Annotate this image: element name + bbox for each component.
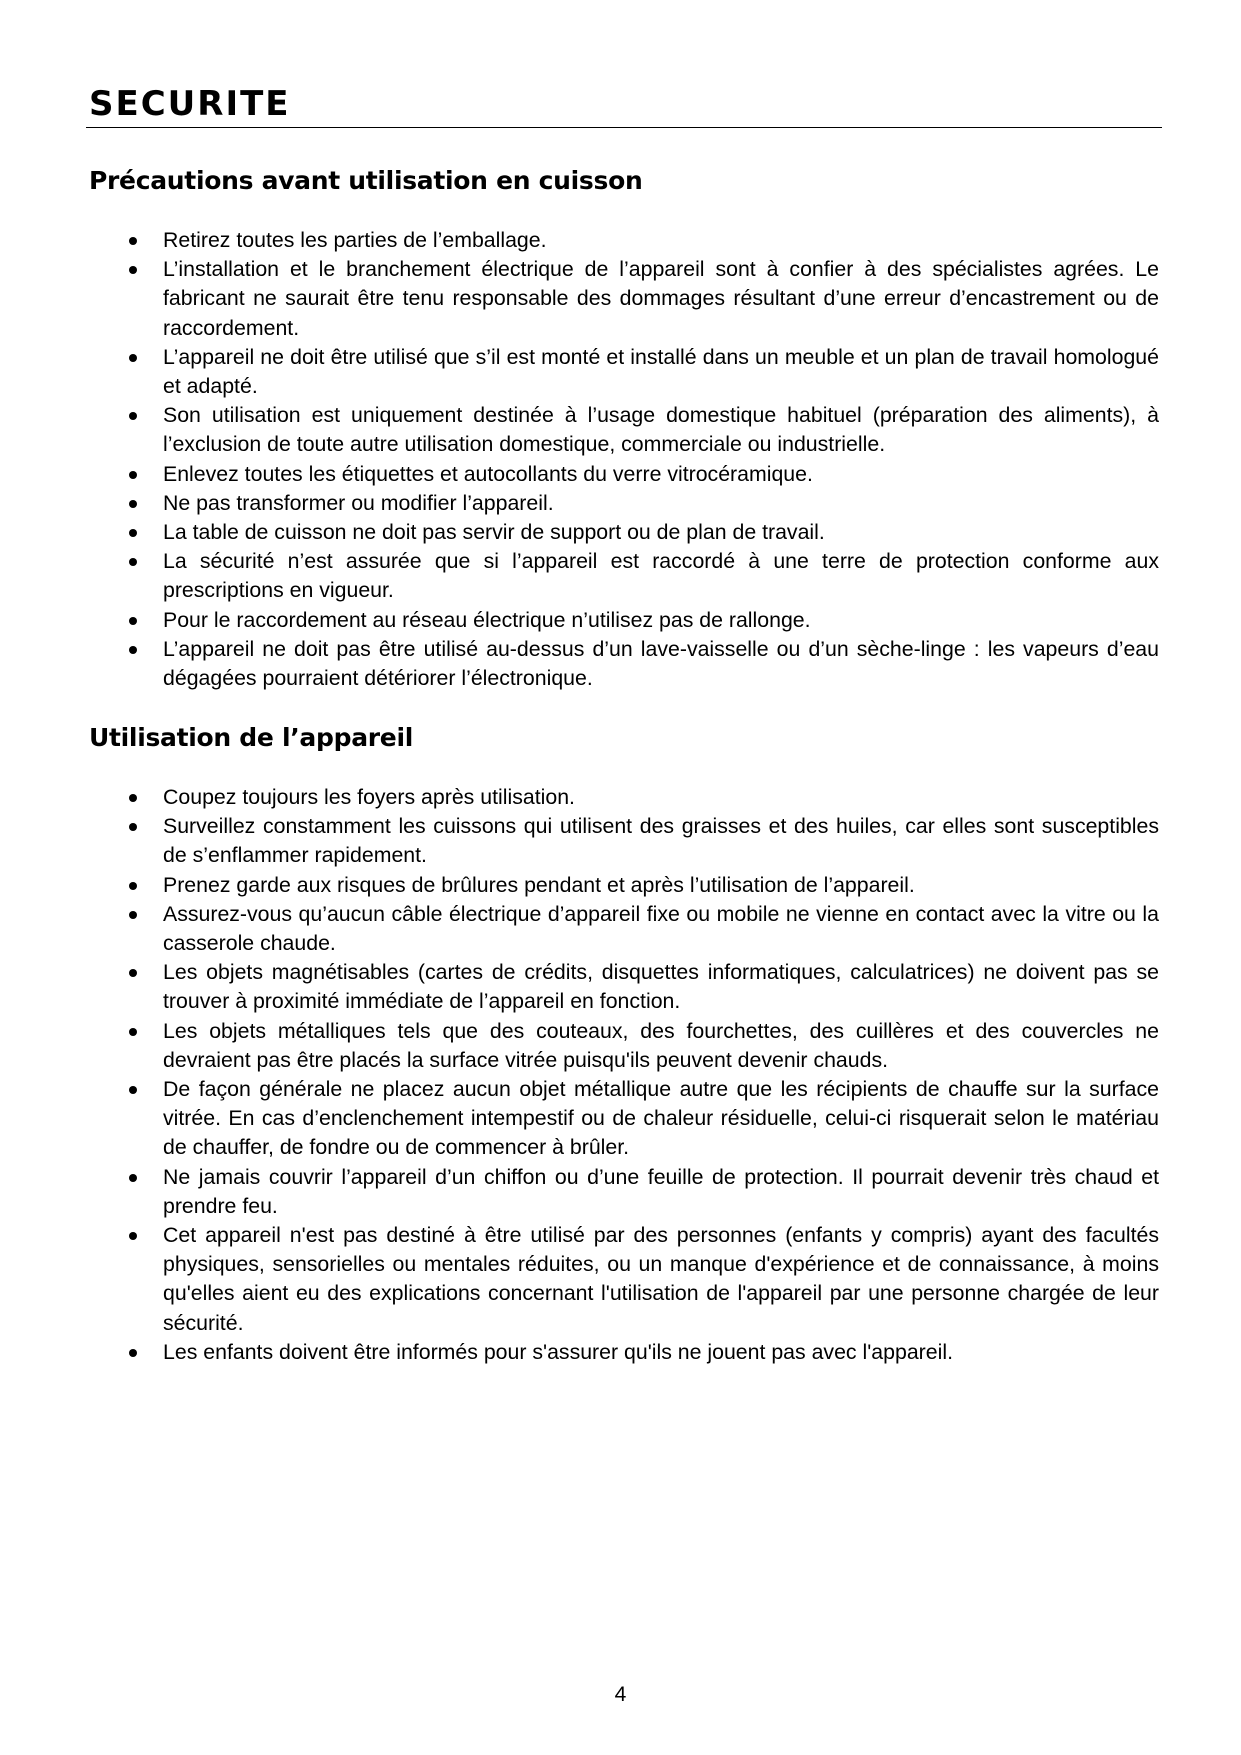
list-item [121, 401, 1159, 459]
bullet-icon [129, 412, 137, 420]
list-item [121, 635, 1159, 693]
list-item-text: Pour le raccordement au réseau électrique n’utilisez pas de rallonge. [163, 607, 811, 632]
list-item-text: Les objets magnétisables (cartes de crédits, disquettes informatiques, calculatrices) ne doivent pas se trouver à proximité immédiate de l’appareil en fonction. [163, 960, 1159, 1014]
list-item [121, 255, 1159, 343]
list-item [121, 871, 1159, 900]
list-item [121, 958, 1159, 1016]
list-item [121, 547, 1159, 605]
bullet-icon [129, 529, 137, 537]
page-number: 4 [614, 1683, 627, 1706]
list-item-text: Son utilisation est uniquement destinée à l’usage domestique habituel (préparation des aliments), à l’exclusion de toute autre utilisation domestique, commerciale ou industrielle. [163, 403, 1159, 457]
precautions-list [121, 226, 1159, 693]
bullet-icon [129, 558, 137, 566]
list-item-text: De façon générale ne placez aucun objet métallique autre que les récipients de chauffe sur la surface vitrée. En cas d’enclenchement intempestif ou de chaleur résiduelle, celui-ci risquerait selon le matériau de chauffer, de fondre ou de commencer à brûler. [163, 1077, 1159, 1160]
list-item [121, 900, 1159, 958]
list-item [121, 1075, 1159, 1163]
list-item-text: Prenez garde aux risques de brûlures pendant et après l’utilisation de l’appareil. [163, 872, 915, 897]
list-item-text: Retirez toutes les parties de l’emballage. [163, 228, 547, 252]
list-item-text: Surveillez constamment les cuissons qui utilisent des graisses et des huiles, car elles sont susceptibles de s’enflammer rapidement. [163, 814, 1159, 868]
list-item [121, 226, 1159, 255]
list-item [121, 1221, 1159, 1338]
list-item [121, 1163, 1159, 1221]
list-item-text: La sécurité n’est assurée que si l’appareil est raccordé à une terre de protection conforme aux prescriptions en vigueur. [163, 549, 1159, 603]
list-item [121, 783, 1159, 812]
list-item-text: L’installation et le branchement électrique de l’appareil sont à confier à des spécialistes agrées. Le fabricant ne saurait être tenu responsable des dommages résultant d’une erreur d’encastrement ou de raccordement. [163, 257, 1159, 340]
section-heading-precautions: Précautions avant utilisation en cuisson [89, 166, 643, 195]
bullet-icon [129, 646, 137, 654]
title-divider [86, 127, 1162, 128]
bullet-icon [129, 1086, 137, 1094]
bullet-icon [129, 794, 137, 802]
bullet-icon [129, 823, 137, 831]
bullet-icon [129, 1028, 137, 1036]
bullet-icon [129, 237, 137, 245]
bullet-icon [129, 969, 137, 977]
list-item-text: L’appareil ne doit être utilisé que s’il est monté et installé dans un meuble et un plan de travail homologué et adapté. [163, 344, 1159, 399]
list-item-text: Ne jamais couvrir l’appareil d’un chiffon ou d’une feuille de protection. Il pourrait devenir très chaud et prendre feu. [163, 1164, 1159, 1218]
list-item [121, 460, 1159, 489]
list-item-text: Les objets métalliques tels que des couteaux, des fourchettes, des cuillères et des couvercles ne devraient pas être placés la surface vitrée puisqu'ils peuvent devenir chauds. [163, 1018, 1159, 1072]
list-item-text: Cet appareil n'est pas destiné à être utilisé par des personnes (enfants y compris) ayant des facultés physiques, sensorielles ou mentales réduites, ou un manque d'expérience et de connaissance, à moins qu'elles aient eu des explications concernant l'utilisation de l'appareil par une personne chargée de leur sécurité. [163, 1223, 1159, 1335]
bullet-icon [129, 471, 137, 479]
utilisation-list [121, 783, 1159, 1367]
list-item [121, 606, 1159, 635]
bullet-icon [129, 1232, 137, 1240]
list-item-text: Assurez-vous qu’aucun câble électrique d’appareil fixe ou mobile ne vienne en contact avec la vitre ou la casserole chaude. [163, 901, 1159, 956]
list-item-text: Coupez toujours les foyers après utilisation. [163, 785, 575, 809]
list-item [121, 518, 1159, 547]
list-item [121, 489, 1159, 518]
list-item-text: La table de cuisson ne doit pas servir de support ou de plan de travail. [163, 520, 825, 545]
section-heading-utilisation: Utilisation de l’appareil [89, 723, 413, 752]
bullet-icon [129, 500, 137, 508]
list-item-text: Enlevez toutes les étiquettes et autocollants du verre vitrocéramique. [163, 461, 813, 486]
list-item [121, 343, 1159, 401]
list-item-text: L’appareil ne doit pas être utilisé au-dessus d’un lave-vaisselle ou d’un sèche-linge : les vapeurs d’eau dégagées pourraient détériorer l’électronique. [163, 636, 1159, 691]
bullet-icon [129, 882, 137, 890]
bullet-icon [129, 266, 137, 274]
list-item [121, 1017, 1159, 1075]
bullet-icon [129, 911, 137, 919]
list-item [121, 1338, 1159, 1367]
page-title: SECURITE [89, 84, 291, 124]
bullet-icon [129, 617, 137, 625]
bullet-icon [129, 354, 137, 362]
bullet-icon [129, 1174, 137, 1182]
list-item-text: Les enfants doivent être informés pour s'assurer qu'ils ne jouent pas avec l'appareil. [163, 1339, 953, 1364]
list-item [121, 812, 1159, 870]
bullet-icon [129, 1349, 137, 1357]
list-item-text: Ne pas transformer ou modifier l’appareil. [163, 490, 554, 515]
